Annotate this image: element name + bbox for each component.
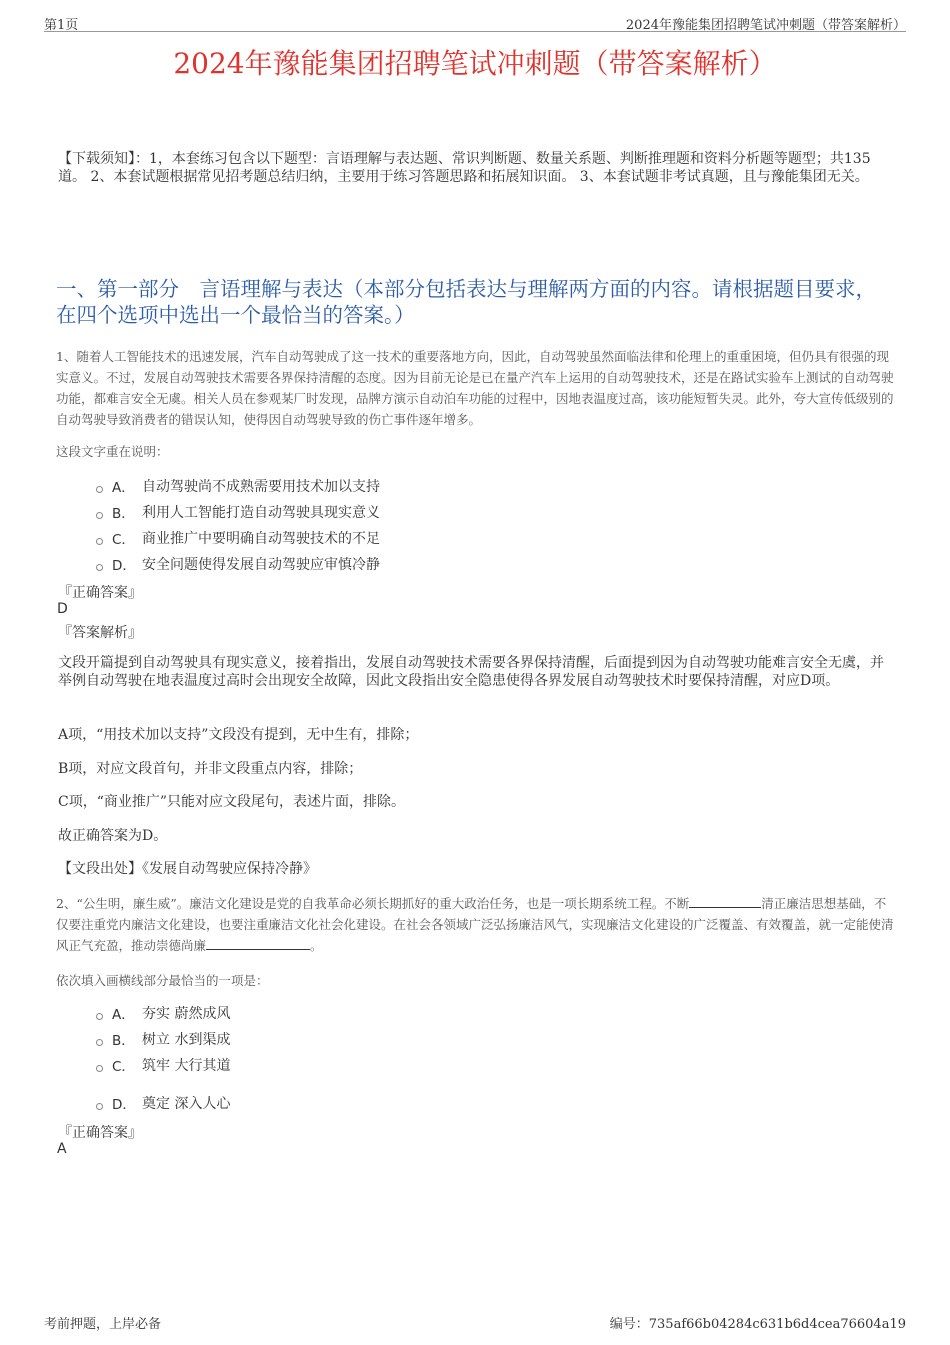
footer-code: 编号：735af66b04284c631b6d4cea76604a19 [609,1317,906,1332]
option-text: 奠定 深入人心 [142,1096,231,1112]
option-letter: D． [112,558,136,574]
document-title: 2024年豫能集团招聘笔试冲刺题（带答案解析） [173,47,777,80]
question-2-passage [56,893,898,956]
option-text: 夯实 蔚然成风 [142,1006,231,1022]
passage-text: 2、“公生明，廉生威”。廉洁文化建设是党的自我革命必须长期抓好的重大政治任务，也是一项长期系统工程。不断 [56,896,690,911]
option-letter: A． [112,1007,135,1023]
passage-source: 【文段出处】《发展自动驾驶应保持冷静》 [58,861,317,877]
option-text: 树立 水到渠成 [142,1032,231,1048]
option-letter: D． [112,1097,136,1113]
radio-button-icon[interactable] [96,486,103,493]
option-letter: C． [112,532,135,548]
analysis-conclusion: 故正确答案为D。 [58,828,168,844]
option-text: 筑牢 大行其道 [142,1058,231,1074]
question-2-option-c[interactable] [96,1054,230,1076]
option-text: 自动驾驶尚不成熟需要用技术加以支持 [142,479,380,495]
option-letter: B． [112,506,135,522]
answer-label: 『正确答案』 [58,585,142,601]
option-letter: A． [112,480,135,496]
radio-button-icon[interactable] [96,564,103,571]
question-2-option-a[interactable] [96,1002,230,1024]
option-text: 安全问题使得发展自动驾驶应审慎冷静 [142,557,380,573]
passage-text: 清正廉洁思想基础，不仅要注重党内廉洁文化建设，也要注重廉洁文化社会化建设。在社会各领域广泛弘扬廉洁风气，实现廉洁文化建设的广泛覆盖、有效覆盖，就一定能使清风正气充盈，推动崇德尚廉 [56,896,894,953]
fill-blank-1 [689,895,761,908]
question-1-passage: 1、随着人工智能技术的迅速发展，汽车自动驾驶成了这一技术的重要落地方向，因此，自动驾驶虽然面临法律和伦理上的重重困境，但仍具有很强的现实意义。不过，发展自动驾驶技术需要各界保持清醒的态度。因为目前无论是已在量产汽车上运用的自动驾驶技术，还是在路试实验车上测试的自动驾驶功能，都难言安全无虞。相关人员在参观某厂时发现，品牌方演示自动泊车功能的过程中，因地表温度过高，该功能短暂失灵。此外，夸大宣传低级别的自动驾驶导致消费者的错误认知，使得因自动驾驶导致的伤亡事件逐年增多。 [56,349,894,427]
question-1-option-c[interactable] [96,527,380,549]
question-1-prompt: 这段文字重在说明： [56,444,169,459]
answer-value: D [57,601,68,617]
passage-text: 。 [310,938,323,953]
question-2-option-d[interactable] [96,1092,230,1114]
radio-button-icon[interactable] [96,538,103,545]
question-1-option-d[interactable] [96,553,380,575]
option-text: 商业推广中要明确自动驾驶技术的不足 [142,531,380,547]
radio-button-icon[interactable] [96,1065,103,1072]
answer-analysis: 文段开篇提到自动驾驶具有现实意义，接着指出，发展自动驾驶技术需要各界保持清醒，后面提到因为自动驾驶功能难言安全无虞，并举例自动驾驶在地表温度过高时会出现安全故障，因此文段指出安全隐患使得各界发展自动驾驶技术时要保持清醒，对应D项。 [58,655,884,689]
radio-button-icon[interactable] [96,1039,103,1046]
question-1-option-a[interactable] [96,475,380,497]
question-2-option-b[interactable] [96,1028,230,1050]
analysis-label: 『答案解析』 [58,625,142,641]
answer-label: 『正确答案』 [58,1125,142,1141]
header-divider [44,31,906,32]
option-text: 利用人工智能打造自动驾驶具现实意义 [142,505,380,521]
section-heading: 一、第一部分 言语理解与表达（本部分包括表达与理解两方面的内容。请根据题目要求，在四个选项中选出一个最恰当的答案。） [56,277,876,327]
question-1-option-b[interactable] [96,501,380,523]
download-notice: 【下载须知】：1，本套练习包含以下题型：言语理解与表达题、常识判断题、数量关系题、判断推理题和资料分析题等题型；共135道。 2、本套试题根据常见招考题总结归纳，主要用于练习答题思路和拓展知识面。 3、本套试题非考试真题，且与豫能集团无关。 [58,151,871,185]
analysis-option-a: A项，“用技术加以支持”文段没有提到，无中生有，排除； [58,727,419,743]
header-doc-name: 2024年豫能集团招聘笔试冲刺题（带答案解析） [625,18,906,33]
question-2-prompt: 依次填入画横线部分最恰当的一项是： [56,973,269,988]
analysis-option-c: C项，“商业推广”只能对应文段尾句，表述片面，排除。 [58,794,406,810]
page-number: 第1页 [44,18,79,33]
analysis-option-b: B项，对应文段首句，并非文段重点内容，排除； [58,761,363,777]
answer-value: A [57,1141,67,1157]
footer-slogan: 考前押题，上岸必备 [44,1317,162,1332]
option-letter: B． [112,1033,135,1049]
option-letter: C． [112,1059,135,1075]
radio-button-icon[interactable] [96,512,103,519]
radio-button-icon[interactable] [96,1103,103,1110]
fill-blank-2 [206,937,310,950]
radio-button-icon[interactable] [96,1013,103,1020]
